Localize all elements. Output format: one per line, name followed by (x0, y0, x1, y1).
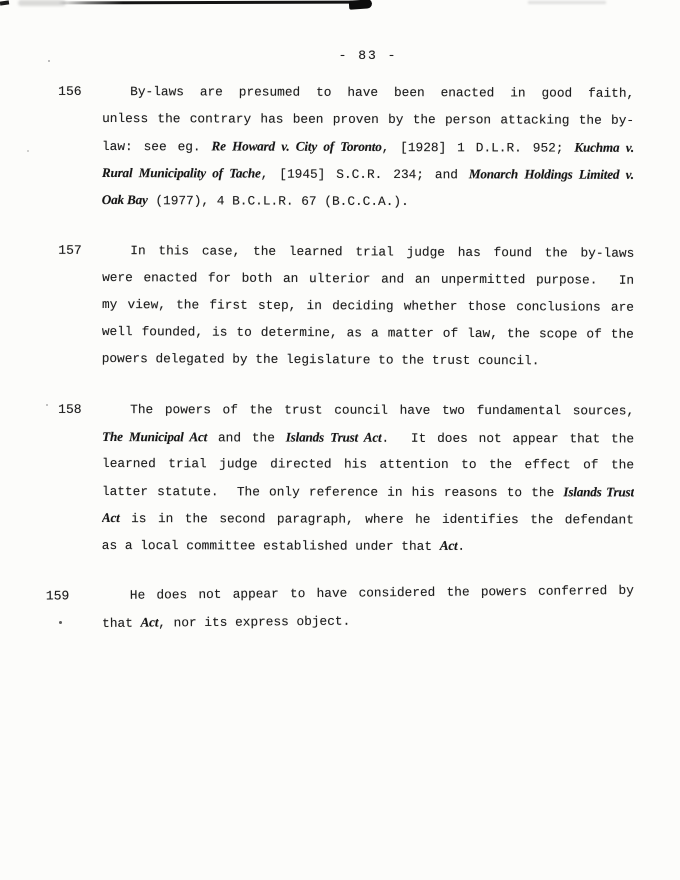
text-line (102, 531, 634, 559)
body-text: and the (207, 430, 286, 446)
body-text: powers delegated by the legislature to the trust council. (101, 350, 540, 369)
case-citation: Monarch Holdings Limited v. (468, 166, 634, 182)
text-line (102, 345, 634, 375)
paragraph (58, 237, 635, 375)
body-text: . It does not appear that the (381, 430, 635, 447)
paragraph-number: 156 (58, 83, 82, 99)
case-citation: Act (140, 614, 159, 630)
case-citation: Act (439, 537, 458, 553)
text-line (102, 477, 634, 505)
text-line (102, 577, 634, 609)
paragraph-number: 158 (58, 401, 82, 417)
body-text: , [1945] S.C.R. 234; and (260, 166, 469, 183)
scan-artifact-speck (59, 621, 62, 624)
body-text: latter statute. The only reference in his reasons to the (101, 483, 564, 501)
scan-artifact-speck (48, 60, 50, 62)
page-number: - 83 - (338, 48, 398, 63)
body-text: (1977), 4 B.C.L.R. 67 (B.C.C.A.). (147, 193, 409, 210)
paragraph (45, 577, 634, 636)
text-line (102, 159, 634, 188)
text-line (102, 186, 634, 215)
body-text: He does not appear to have considered the powers conferred by (129, 582, 634, 603)
scan-artifact-faint-mark (528, 1, 606, 4)
body-text: learned trial judge directed his attention to the effect of the (102, 456, 635, 473)
paragraph (58, 396, 635, 559)
body-text: were enacted for both an ulterior and an unpermitted purpose. In (102, 270, 635, 288)
case-citation: Act (101, 509, 120, 526)
text-line (102, 105, 634, 134)
case-citation: Re Howard v. City of Toronto (211, 138, 382, 154)
body-text: , [1928] 1 D.L.R. 952; (381, 139, 575, 156)
scan-artifact-speck (46, 404, 48, 406)
body-text: By-laws are presumed to have been enacted in good faith, (130, 84, 635, 101)
text-line (102, 423, 634, 451)
text-line (102, 450, 634, 478)
scan-artifact-ink-blob (349, 0, 373, 10)
text-line (102, 504, 634, 532)
body-text: The powers of the trust council have two fundamental sources, (130, 402, 635, 419)
body-text: . (457, 538, 466, 554)
text-line (102, 604, 634, 636)
paragraph (58, 78, 635, 215)
body-text: as a local committee established under that (101, 537, 440, 554)
body-text: unless the contrary has been proven by the person attacking the by- (102, 111, 635, 128)
text-line (102, 318, 634, 348)
body-text: well founded, is to determine, as a matter of law, the scope of the (101, 323, 634, 342)
case-citation: Oak Bay (101, 191, 148, 208)
text-line (102, 78, 634, 107)
case-citation: The Municipal Act (102, 429, 208, 445)
text-line (102, 291, 634, 321)
scan-artifact-speck (27, 150, 29, 152)
text-line (102, 396, 634, 424)
body-text: In this case, the learned trial judge has found the by-laws (130, 243, 635, 261)
scan-artifact-top-line (58, 1, 354, 5)
case-citation: Rural Municipality of Tache (101, 164, 261, 181)
paragraph-number: 159 (45, 588, 70, 604)
text-line (102, 132, 634, 161)
body-text: is in the second paragraph, where he identifies the defendant (119, 511, 634, 528)
text-line (102, 264, 634, 294)
case-citation: Kuchma v. (574, 139, 635, 155)
scan-artifact-corner-mark (0, 0, 9, 5)
case-citation: Islands Trust Act (285, 429, 382, 445)
paragraph-number: 157 (58, 242, 82, 258)
body-text: that (102, 615, 141, 631)
case-citation: Islands Trust (563, 484, 634, 500)
paragraphs (45, 78, 635, 636)
body-text: law: see eg. (101, 139, 212, 155)
body-text: , nor its express object. (158, 613, 351, 631)
text-line (102, 237, 634, 267)
body-text: my view, the first step, in deciding whether those conclusions are (101, 297, 635, 315)
